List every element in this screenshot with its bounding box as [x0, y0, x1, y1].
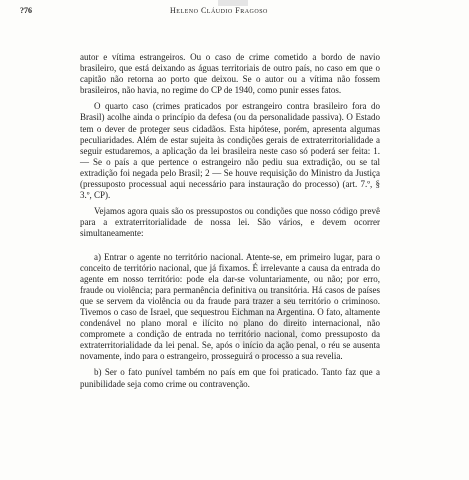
- paragraph: autor e vítima estrangeiros. Ou o caso de crime cometido a bordo de navio brasileiro, que está deixando as águas territoriais de outro país, no caso em que o capitão não retorna ao porto que deixou. Se o autor ou a vítima não fossem brasileiros, não havia, no regime do CP de 1940, como punir esses fatos.: [80, 52, 380, 96]
- paragraph: a) Entrar o agente no território nacional. Atente-se, em primeiro lugar, para o conceito de território nacional, que já fixamos. É irrelevante a causa da entrada do agente em nosso território: pode ela dar-se voluntariamente, ou não; por erro, fraude ou violência; para permanência definitiva ou transitória. Há casos de países que se servem da violência ou da fraude para trazer a seu território o criminoso. Tivemos o caso de Israel, que sequestrou Eichman na Argentina. O fato, altamente condenável no plano moral e ilícito no plano do direito internacional, não compromete a condição de entrada no território nacional, como pressuposto da extraterritorialidade da lei penal. Se, após o início da ação penal, o réu se ausenta novamente, indo para o estrangeiro, prosseguirá o processo a sua revelia.: [80, 251, 380, 362]
- page-header: [20, 6, 449, 20]
- page-number: ?76: [20, 6, 32, 15]
- paragraph: O quarto caso (crimes praticados por estrangeiro contra brasileiro fora do Brasil) acolhe ainda o princípio da defesa (ou da personalidade passiva). O Estado tem o dever de proteger seus cidadãos. Esta hipótese, porém, apresenta algumas peculiaridades. Além de estar sujeita às condições gerais de extraterritorialidade a seguir estudaremos, a aplicação da lei brasileira neste caso só poderá ser feita: 1. — Se o país a que pertence o estrangeiro não pediu sua extradição, ou se tal extradição foi negada pelo Brasil; 2 — Se houve requisição do Ministro da Justiça (pressuposto processual aqui necessário para instauração do processo) (art. 7.º, § 3.º, CP).: [80, 101, 380, 201]
- body-text: [80, 52, 380, 390]
- running-head: Heleno Cláudio Fragoso: [170, 6, 268, 15]
- paragraph: b) Ser o fato punível também no país em que foi praticado. Tanto faz que a punibilidade seja como crime ou contravenção.: [80, 367, 380, 389]
- paragraph: Vejamos agora quais são os pressupostos ou condições que nosso código prevê para a extraterritorialidade de nossa lei. São vários, e devem ocorrer simultaneamente:: [80, 206, 380, 239]
